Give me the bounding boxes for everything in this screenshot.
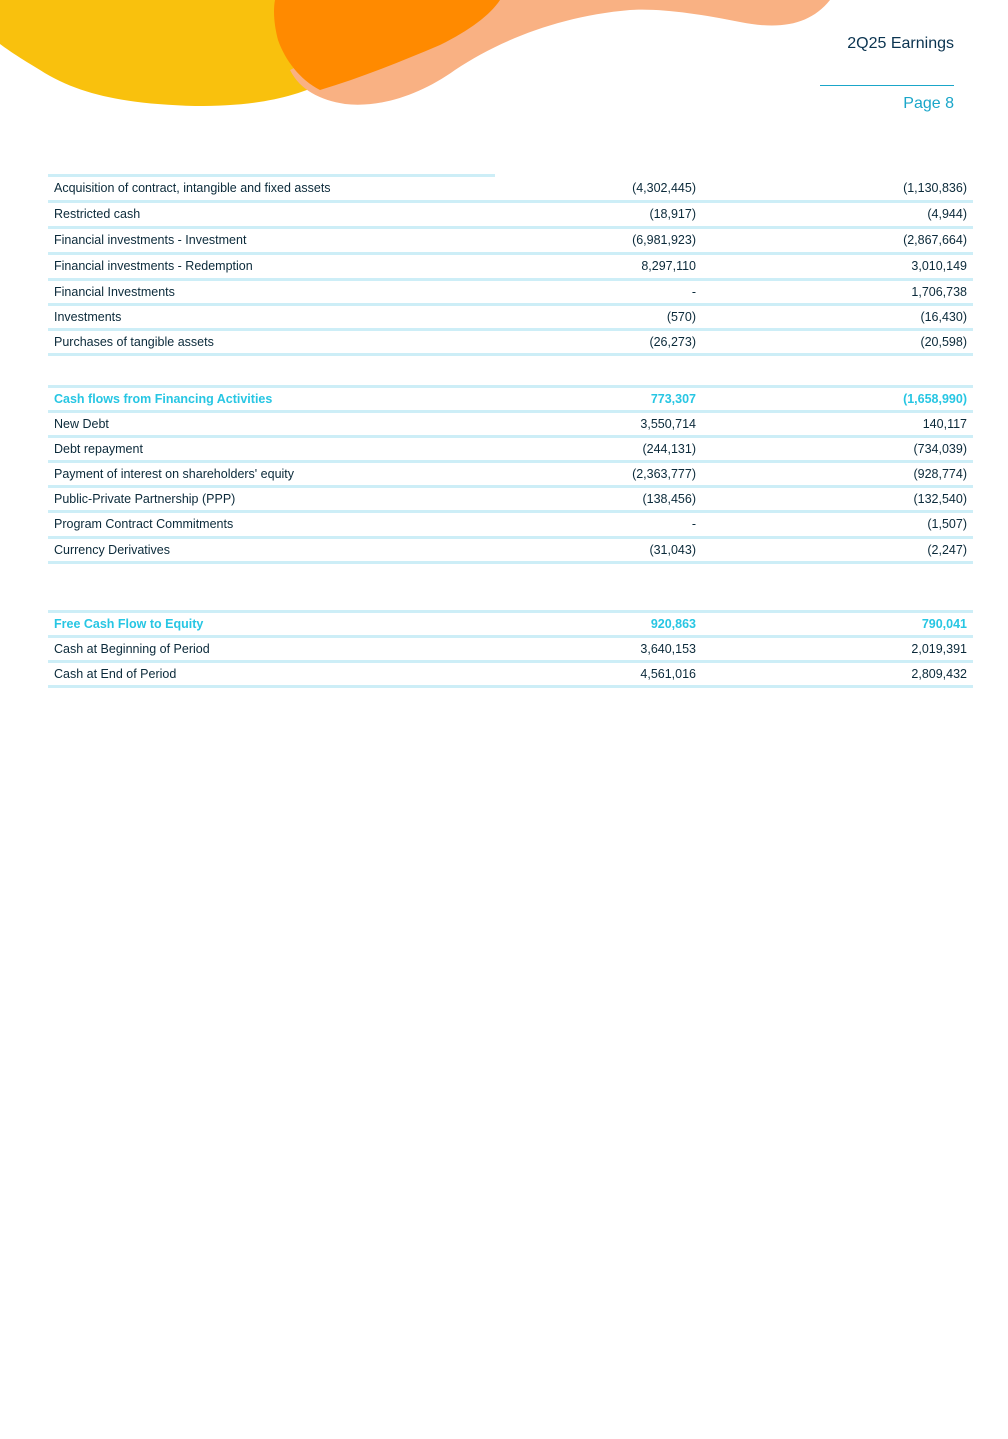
- row-label: Payment of interest on shareholders' equity: [54, 467, 295, 481]
- row-value-2q24: (2,247): [927, 543, 967, 557]
- row-value-2q24: 2,019,391: [911, 642, 967, 656]
- row-label: Financial Investments: [54, 285, 175, 299]
- table-row: [48, 413, 973, 438]
- table-row: [48, 229, 973, 255]
- row-value-2q25: 773,307: [650, 392, 696, 406]
- row-label: Investments: [54, 310, 122, 324]
- row-value-2q24: 790,041: [921, 617, 967, 631]
- row-value-2q25: (138,456): [642, 492, 696, 506]
- row-value-2q24: (928,774): [913, 467, 967, 481]
- row-label: Cash at Beginning of Period: [54, 642, 210, 656]
- row-label: Restricted cash: [54, 207, 141, 221]
- table-row: [48, 513, 973, 539]
- free-cash-flow-table: [48, 610, 973, 688]
- row-label: Debt repayment: [54, 442, 143, 456]
- row-value-2q25: 3,550,714: [640, 417, 696, 431]
- row-label: Acquisition of contract, intangible and fixed assets: [54, 181, 331, 195]
- row-value-2q25: (18,917): [649, 207, 696, 221]
- row-label: Purchases of tangible assets: [54, 335, 214, 349]
- row-value-2q25: (6,981,923): [632, 233, 696, 247]
- row-label: Program Contract Commitments: [54, 517, 234, 531]
- table-row: [48, 203, 973, 229]
- table-row: [48, 306, 973, 331]
- row-value-2q25: (31,043): [649, 543, 696, 557]
- table-row: [48, 177, 973, 203]
- row-value-2q24: (4,944): [927, 207, 967, 221]
- row-label: Public-Private Partnership (PPP): [54, 492, 236, 506]
- row-value-2q24: (1,130,836): [903, 181, 967, 195]
- row-value-2q24: (16,430): [920, 310, 967, 324]
- table-row: [48, 331, 973, 356]
- row-value-2q24: 3,010,149: [911, 259, 967, 273]
- header-decoration: [0, 0, 1008, 130]
- row-value-2q24: (1,507): [927, 517, 967, 531]
- page-number: Page 8: [903, 95, 954, 112]
- row-value-2q25: 920,863: [650, 617, 696, 631]
- table-row-section-total: [48, 613, 973, 638]
- financing-table: [48, 385, 973, 564]
- row-value-2q24: 1,706,738: [911, 285, 967, 299]
- table-row: [48, 638, 973, 663]
- table-row-section-total: [48, 388, 973, 413]
- row-value-2q24: 140,117: [922, 417, 967, 431]
- row-value-2q25: (570): [666, 310, 696, 324]
- row-value-2q25: -: [691, 517, 696, 531]
- table-row: [48, 438, 973, 463]
- table-row: [48, 463, 973, 488]
- investing-table: [48, 174, 973, 356]
- row-value-2q24: (132,540): [913, 492, 967, 506]
- table-row: [48, 539, 973, 564]
- row-value-2q25: (26,273): [649, 335, 696, 349]
- table-row: [48, 281, 973, 306]
- row-value-2q25: 3,640,153: [640, 642, 696, 656]
- row-value-2q25: (2,363,777): [632, 467, 696, 481]
- row-value-2q24: 2,809,432: [911, 667, 967, 681]
- row-value-2q24: (2,867,664): [903, 233, 967, 247]
- table-row: [48, 255, 973, 281]
- row-value-2q25: (244,131): [642, 442, 696, 456]
- table-row: [48, 488, 973, 513]
- table-row: [48, 663, 973, 688]
- row-label: Cash flows from Financing Activities: [54, 392, 273, 406]
- row-value-2q25: (4,302,445): [632, 181, 696, 195]
- row-label: Currency Derivatives: [54, 543, 171, 557]
- header-divider: [820, 85, 954, 86]
- row-value-2q25: -: [691, 285, 696, 299]
- row-label: Free Cash Flow to Equity: [54, 617, 204, 631]
- document-title: 2Q25 Earnings: [847, 35, 954, 52]
- row-label: New Debt: [54, 417, 109, 431]
- row-value-2q24: (734,039): [913, 442, 967, 456]
- row-value-2q25: 4,561,016: [640, 667, 696, 681]
- row-value-2q25: 8,297,110: [641, 259, 696, 273]
- row-value-2q24: (1,658,990): [903, 392, 967, 406]
- row-label: Financial investments - Investment: [54, 233, 247, 247]
- row-value-2q24: (20,598): [920, 335, 967, 349]
- row-label: Financial investments - Redemption: [54, 259, 253, 273]
- row-label: Cash at End of Period: [54, 667, 177, 681]
